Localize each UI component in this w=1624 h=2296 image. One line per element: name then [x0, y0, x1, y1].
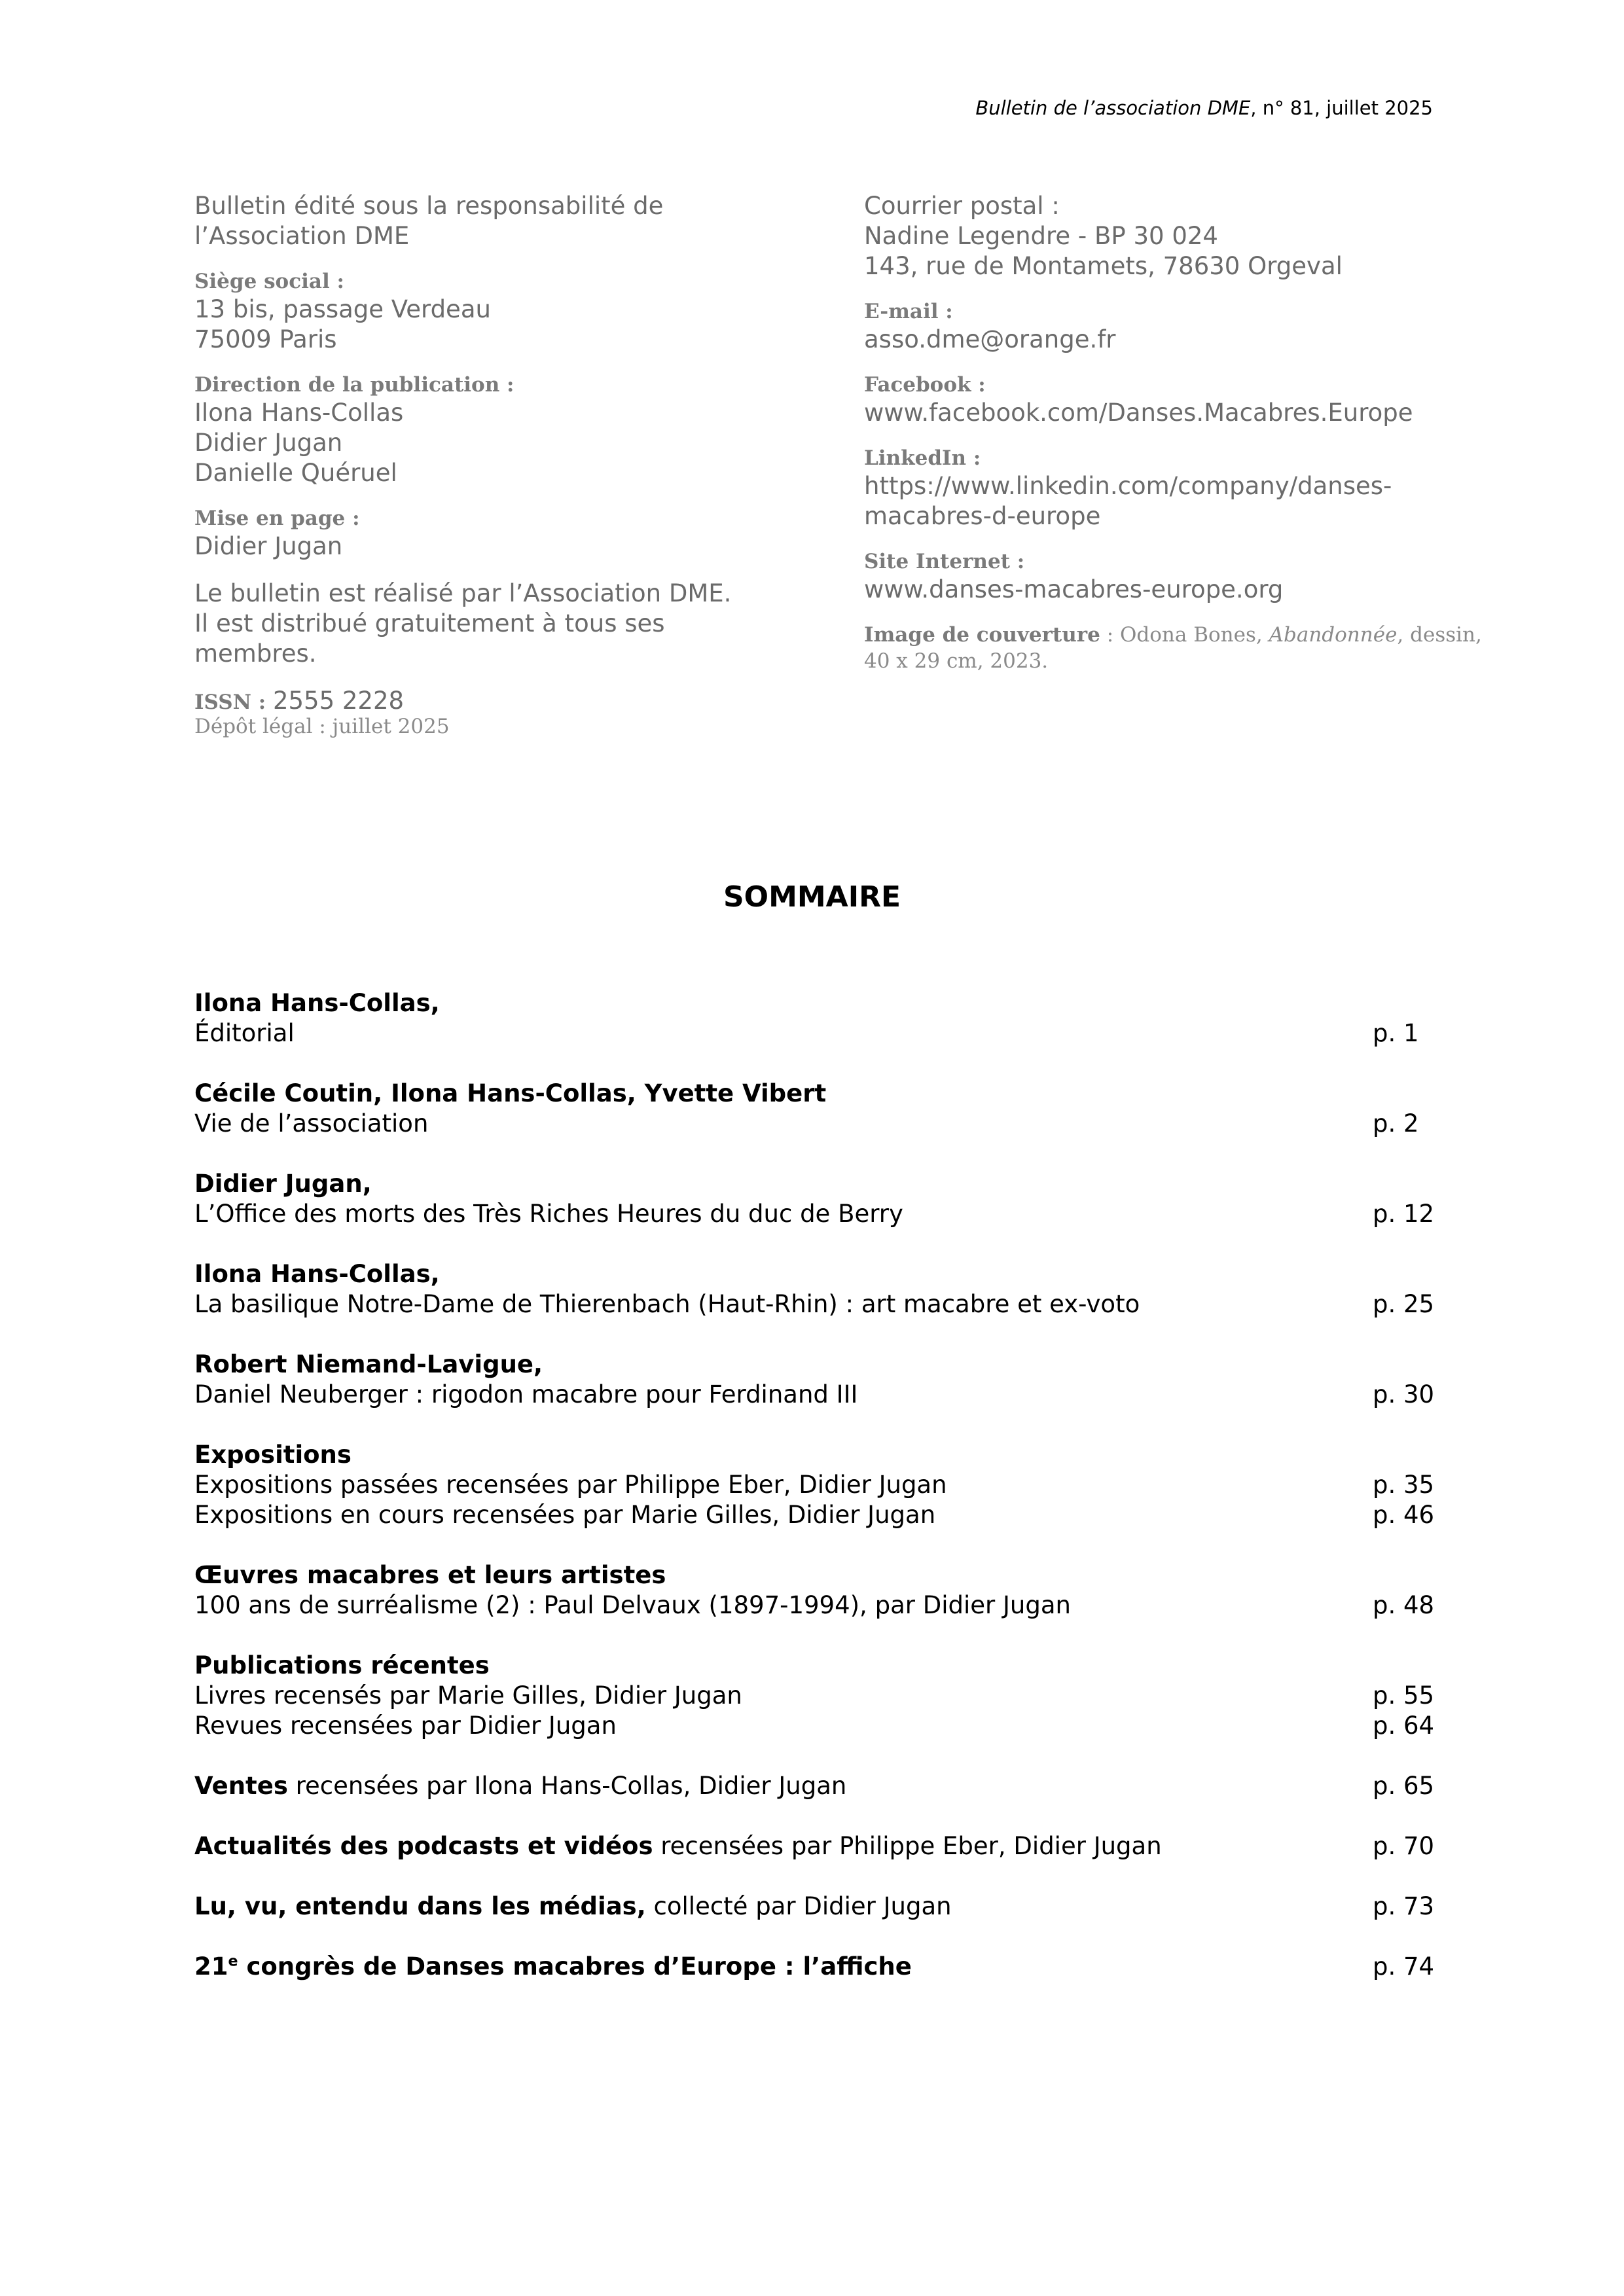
courrier-line: Nadine Legendre - BP 30 024	[864, 222, 1218, 250]
toc-page: p. 2	[1373, 1109, 1419, 1138]
toc-entry	[194, 1440, 1438, 1530]
toc-section: Lu, vu, entendu dans les médias,	[194, 1892, 646, 1920]
toc-page: p. 65	[1373, 1772, 1435, 1800]
site-label: Site Internet :	[864, 550, 1025, 573]
issn-block	[194, 686, 784, 740]
toc-page: p. 55	[1373, 1681, 1435, 1710]
toc-entry	[194, 1350, 1438, 1410]
siege-line: 75009 Paris	[194, 325, 337, 353]
sommaire-title: SOMMAIRE	[723, 880, 901, 914]
mise-label: Mise en page :	[194, 507, 360, 530]
toc-entry	[194, 1259, 1438, 1319]
toc-section: Publications récentes	[194, 1651, 490, 1679]
linkedin-label: LinkedIn :	[864, 446, 981, 470]
colophon-right	[864, 191, 1519, 691]
toc-page: p. 25	[1373, 1290, 1435, 1318]
site-link[interactable]: www.danses-macabres-europe.org	[864, 575, 1284, 603]
email-block	[864, 298, 1519, 355]
direction-name: Ilona Hans-Collas	[194, 399, 404, 427]
courrier-line: 143, rue de Montamets, 78630 Orgeval	[864, 252, 1343, 280]
facebook-block	[864, 372, 1519, 428]
toc-entry	[194, 1560, 1438, 1621]
toc-page: p. 64	[1373, 1712, 1435, 1740]
toc-author: Ilona Hans-Collas,	[194, 989, 440, 1017]
toc-page: p. 70	[1373, 1832, 1435, 1860]
courrier-block	[864, 191, 1519, 281]
linkedin-block	[864, 445, 1519, 531]
toc-author: Ilona Hans-Collas,	[194, 1260, 440, 1288]
siege-label: Siège social :	[194, 270, 344, 293]
intro-line: Bulletin édité sous la responsabilité de	[194, 192, 664, 220]
cover-credit: : Odona Bones,	[1100, 623, 1269, 647]
toc-entry	[194, 1892, 1438, 1922]
toc-section: Œuvres macabres et leurs artistes	[194, 1561, 666, 1589]
direction-name: Danielle Quéruel	[194, 459, 397, 487]
toc-title: Expositions passées recensées par Philippe Eber, Didier Jugan	[194, 1471, 947, 1499]
toc-entry	[194, 1771, 1438, 1801]
toc-title: Expositions en cours recensées par Marie Gilles, Didier Jugan	[194, 1501, 936, 1529]
issn-value: 2555 2228	[272, 687, 405, 715]
toc-entry	[194, 1831, 1438, 1861]
toc-title: recensées par Philippe Eber, Didier Jugan	[653, 1832, 1162, 1860]
toc-page: p. 74	[1373, 1952, 1435, 1981]
toc-section: Ventes	[194, 1772, 288, 1800]
toc-title: Vie de l’association	[194, 1109, 429, 1138]
toc-entry	[194, 1169, 1438, 1229]
info-line: membres.	[194, 639, 317, 668]
toc-section: Expositions	[194, 1441, 352, 1469]
toc-entry	[194, 1079, 1438, 1139]
toc-title: collecté par Didier Jugan	[645, 1892, 952, 1920]
info-line: Le bulletin est réalisé par l’Association DME.	[194, 579, 732, 607]
courrier-label: Courrier postal :	[864, 192, 1060, 220]
direction-label: Direction de la publication :	[194, 373, 514, 397]
congress-number: 21	[194, 1952, 228, 1981]
cover-title: Abandonnée	[1269, 623, 1398, 647]
intro-block	[194, 191, 784, 251]
site-block	[864, 548, 1519, 605]
congress-ordinal: e	[228, 1952, 238, 1970]
issn-label: ISSN :	[194, 691, 273, 714]
linkedin-link[interactable]: https://www.linkedin.com/company/danses-	[864, 472, 1392, 500]
toc-page: p. 35	[1373, 1471, 1435, 1499]
mise-block	[194, 505, 784, 562]
toc-title: Revues recensées par Didier Jugan	[194, 1712, 617, 1740]
toc-title: 100 ans de surréalisme (2) : Paul Delvaux (1897-1994), par Didier Jugan	[194, 1591, 1071, 1619]
toc-title: Livres recensés par Marie Gilles, Didier Jugan	[194, 1681, 742, 1710]
info-line: Il est distribué gratuitement à tous ses	[194, 609, 665, 637]
email-link[interactable]: asso.dme@orange.fr	[864, 325, 1116, 353]
facebook-link[interactable]: www.facebook.com/Danses.Macabres.Europe	[864, 399, 1413, 427]
toc-page: p. 1	[1373, 1019, 1419, 1047]
siege-block	[194, 268, 784, 355]
email-label: E-mail :	[864, 300, 953, 323]
toc-page: p. 12	[1373, 1200, 1435, 1228]
toc-title: L’Office des morts des Très Riches Heures du duc de Berry	[194, 1200, 903, 1228]
cover-label: Image de couverture	[864, 623, 1100, 647]
toc-title: Daniel Neuberger : rigodon macabre pour Ferdinand III	[194, 1380, 858, 1408]
toc-entry	[194, 1651, 1438, 1741]
cover-medium: , dessin,	[1397, 623, 1482, 647]
toc-section: congrès de Danses macabres d’Europe : l’affiche	[238, 1952, 912, 1981]
toc-title: recensées par Ilona Hans-Collas, Didier Jugan	[287, 1772, 847, 1800]
siege-line: 13 bis, passage Verdeau	[194, 295, 491, 323]
facebook-label: Facebook :	[864, 373, 986, 397]
toc-author: Robert Niemand-Lavigue,	[194, 1350, 543, 1378]
toc-title: Éditorial	[194, 1019, 295, 1047]
toc-page: p. 46	[1373, 1501, 1435, 1529]
header-publication: Bulletin de l’association DME	[975, 97, 1251, 119]
colophon-left	[194, 191, 784, 757]
toc-page: p. 73	[1373, 1892, 1435, 1920]
cover-dimensions: 40 x 29 cm, 2023.	[864, 649, 1049, 673]
table-of-contents	[194, 988, 1438, 2012]
toc-author: Didier Jugan,	[194, 1170, 372, 1198]
linkedin-link[interactable]: macabres-d-europe	[864, 502, 1101, 530]
info-block	[194, 579, 784, 669]
header-issue: , n° 81, juillet 2025	[1250, 97, 1433, 119]
toc-section: Actualités des podcasts et vidéos	[194, 1832, 653, 1860]
mise-name: Didier Jugan	[194, 532, 343, 560]
toc-entry	[194, 988, 1438, 1049]
toc-page: p. 30	[1373, 1380, 1435, 1408]
intro-line: l’Association DME	[194, 222, 410, 250]
toc-title: La basilique Notre-Dame de Thierenbach (Haut-Rhin) : art macabre et ex-voto	[194, 1290, 1140, 1318]
cover-block	[864, 622, 1519, 674]
toc-entry	[194, 1952, 1438, 1982]
toc-page: p. 48	[1373, 1591, 1435, 1619]
direction-block	[194, 372, 784, 488]
direction-name: Didier Jugan	[194, 429, 343, 457]
running-header	[975, 97, 1433, 119]
toc-author: Cécile Coutin, Ilona Hans-Collas, Yvette Vibert	[194, 1079, 827, 1107]
depot-legal: Dépôt légal : juillet 2025	[194, 715, 450, 738]
